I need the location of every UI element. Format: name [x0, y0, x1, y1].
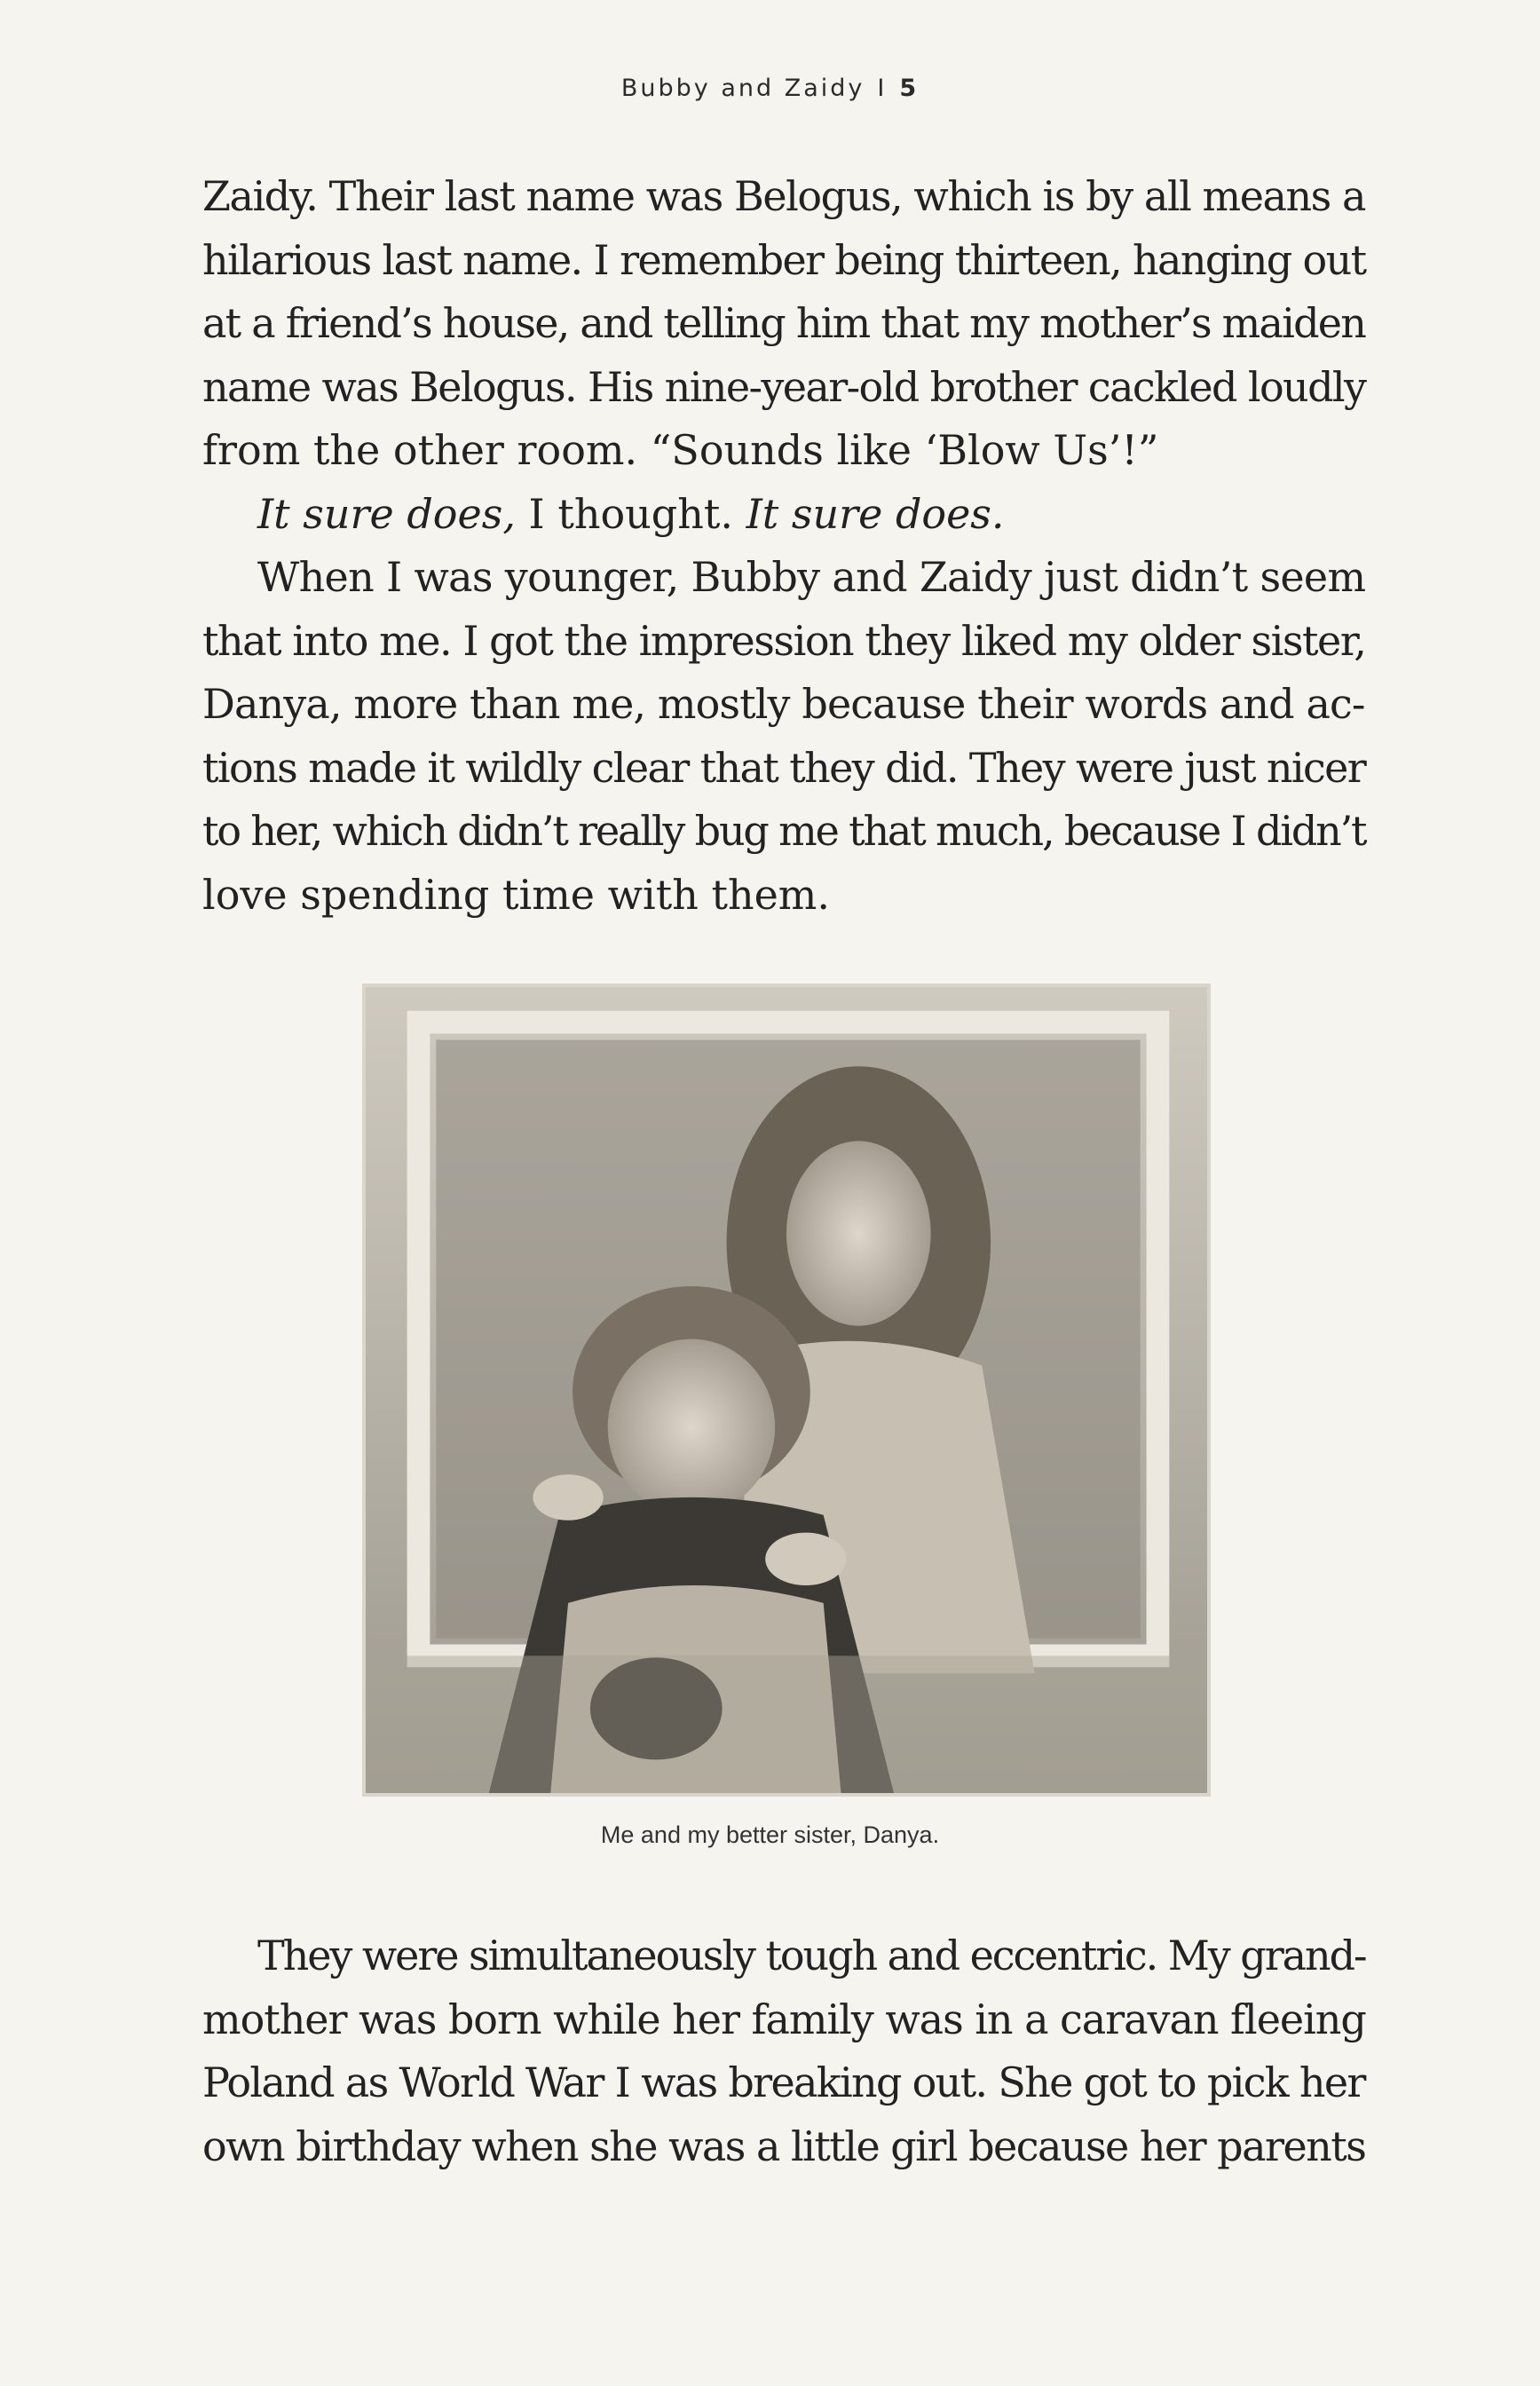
text-line: hilarious last name. I remember being thirteen, hanging out — [202, 235, 1366, 284]
text-line: name was Belogus. His nine-year-old brother cackled loudly — [202, 362, 1366, 411]
sister-hand-left — [533, 1474, 603, 1521]
sister-hand-right — [765, 1533, 846, 1585]
text-line: Poland as World War I was breaking out. She got to pick her — [202, 2058, 1365, 2106]
running-head-title: Bubby and Zaidy — [620, 75, 865, 102]
boy-face — [608, 1339, 775, 1515]
text-line: that into me. I got the impression they liked my older sister, — [202, 616, 1366, 665]
text-line: tions made it wildly clear that they did. They were just nicer — [202, 743, 1366, 792]
italic-phrase: It sure does. — [746, 489, 1005, 538]
italic-phrase: It sure does, — [257, 489, 516, 538]
paragraph-1 — [202, 165, 1365, 483]
text-line: love spending time with them. — [202, 870, 831, 919]
text-line: from the other room. “Sounds like ‘Blow Us’!” — [202, 426, 1159, 474]
text-line: When I was younger, Bubby and Zaidy just didn’t seem — [257, 553, 1366, 601]
paragraph-2 — [202, 483, 1365, 547]
photograph — [362, 984, 1211, 1797]
photo-caption: Me and my better sister, Danya. — [600, 1821, 940, 1848]
paragraph-3 — [202, 546, 1365, 927]
bottom-text-block — [202, 1924, 1365, 2178]
text-line: at a friend’s house, and telling him that my mother’s maiden — [202, 299, 1366, 347]
text-line: They were simultaneously tough and eccentric. My grand- — [257, 1932, 1366, 1979]
text-line: Zaidy. Their last name was Belogus, which is by all means a — [202, 172, 1366, 220]
paragraph-4 — [202, 1924, 1365, 2178]
text-line: to her, which didn’t really bug me that much, because I didn’t — [202, 807, 1366, 855]
page-number: 5 — [899, 75, 920, 102]
top-text-block — [202, 165, 1365, 927]
sister-face — [786, 1141, 931, 1325]
running-head — [0, 75, 1540, 102]
running-head-separator: I — [877, 75, 888, 102]
text-line: Danya, more than me, mostly because their words and ac- — [202, 680, 1365, 728]
photo-illustration — [366, 987, 1207, 1793]
plain-phrase: I thought. — [515, 489, 746, 538]
text-line: mother was born while her family was in a caravan fleeing — [202, 1995, 1366, 2043]
text-line: own birthday when she was a little girl because her parents — [202, 2121, 1366, 2170]
wood-siding — [366, 1655, 1207, 1793]
